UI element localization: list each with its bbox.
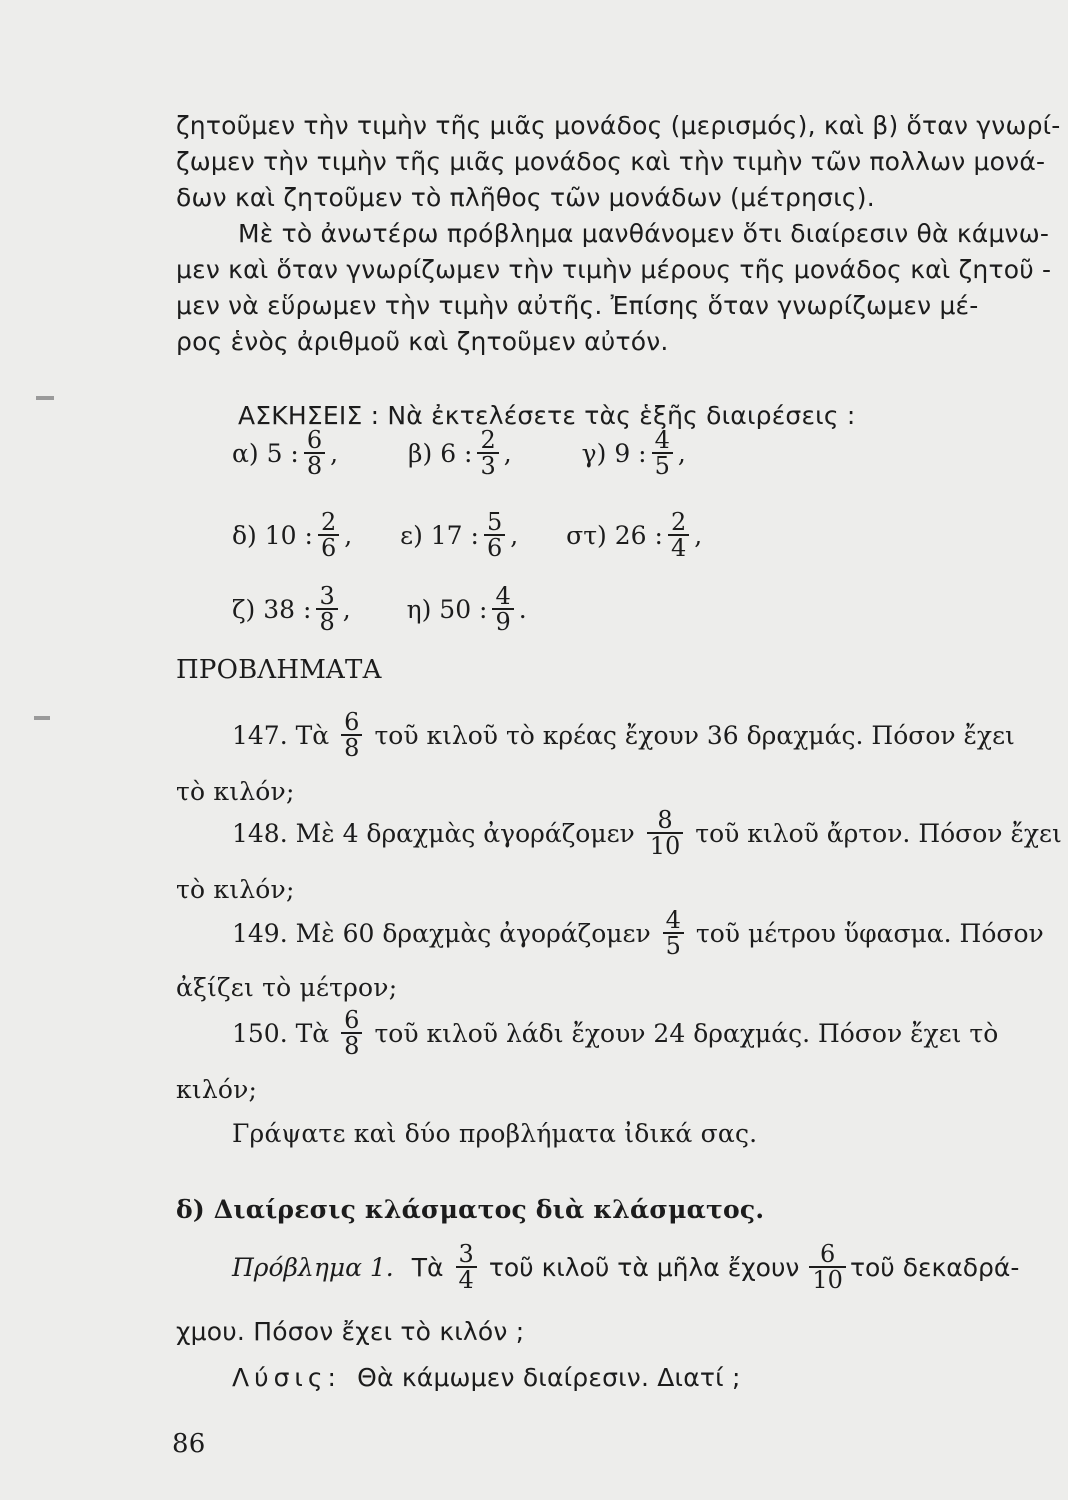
denominator: 4 [456,1266,477,1292]
intro-line-1: ζητοῦμεν τὴν τιμὴν τῆς μιᾶς μονάδος (μερισμός), καὶ β) ὅταν γνωρί- [176,111,1061,140]
numerator: 8 [657,806,673,834]
problem-text: τοῦ μέτρου ὕφασμα. Πόσον [695,918,1044,948]
fraction [341,710,362,760]
solution-text: Θὰ κάμωμεν διαίρεσιν. Διατί ; [357,1363,741,1392]
separator: , [694,520,703,550]
numerator: 4 [665,906,681,934]
exercise-item [232,510,352,560]
problems-heading: ΠΡΟΒΛΗΜΑΤΑ [176,655,382,685]
denominator: 4 [668,534,689,560]
exercise-item [407,584,527,634]
numerator: 6 [820,1240,836,1268]
exercise-label: β) 6 : [408,438,473,468]
denominator: 8 [304,452,325,478]
exercise-row-2 [232,510,702,560]
problem-149 [232,908,1044,958]
exercise-label: ζ) 38 : [232,594,312,624]
intro-line-7: ρος ἑνὸς ἀριθμοῦ καὶ ζητοῦμεν αὐτόν. [176,327,669,356]
fraction [316,584,337,634]
problem-text: τοῦ δεκαδρά- [849,1252,1020,1282]
exercise-label: ε) 17 : [400,520,479,550]
scan-smudge [36,396,54,400]
exercise-item [408,428,512,478]
exercise-label: η) 50 : [406,594,488,624]
section-problem-1 [232,1242,1019,1292]
numerator: 4 [654,426,670,454]
problem-text: 148. Μὲ 4 δραχμὰς ἀγοράζομεν [232,818,635,848]
problem-147-continuation: τὸ κιλόν; [176,777,295,806]
exercise-label: α) 5 : [232,438,299,468]
problem-text: Τὰ [411,1252,444,1282]
numerator: 2 [670,508,687,536]
intro-line-2: ζωμεν τὴν τιμὴν τῆς μιᾶς μονάδος καὶ τὴν τιμὴν τῶν πολλων μονά- [176,147,1046,176]
problems-closing: Γράψατε καὶ δύο προβλήματα ἰδικά σας. [232,1119,758,1148]
exercise-item [232,584,351,634]
problem-text: 150. Τὰ [232,1018,330,1048]
denominator: 8 [341,734,362,760]
section-problem-continuation: χμου. Πόσον ἔχει τὸ κιλόν ; [176,1317,525,1346]
problem-150 [232,1008,998,1058]
fraction [341,1008,362,1058]
problem-148 [232,808,1062,858]
fraction [668,510,689,560]
denominator: 10 [647,832,684,858]
fraction [318,510,339,560]
page-number: 86 [172,1429,206,1459]
exercise-item [232,428,338,478]
solution-line [232,1362,741,1394]
section-heading: δ) Διαίρεσις κλάσματος διὰ κλάσματος. [176,1195,765,1224]
denominator: 5 [652,452,673,478]
problem-label: Πρόβλημα 1. [232,1252,394,1282]
denominator: 5 [663,932,684,958]
numerator: 6 [344,1006,360,1034]
fraction [456,1242,477,1292]
denominator: 6 [484,534,505,560]
denominator: 10 [809,1266,846,1292]
separator: , [342,594,351,624]
fraction [484,510,505,560]
problem-text: τοῦ κιλοῦ ἄρτον. Πόσον ἔχει [695,818,1062,848]
numerator: 3 [319,582,335,610]
exercises-heading: ΑΣΚΗΣΕΙΣ : Νὰ ἐκτελέσετε τὰς ἑξῆς διαιρέσεις : [238,401,856,430]
fraction [647,808,684,858]
problem-149-continuation: ἀξίζει τὸ μέτρον; [176,973,398,1002]
exercise-item [566,510,702,560]
exercise-label: δ) 10 : [232,520,313,550]
separator: , [510,520,519,550]
problem-147 [232,710,1015,760]
denominator: 8 [341,1032,362,1058]
problem-150-continuation: κιλόν; [176,1075,258,1104]
fraction [492,584,513,634]
denominator: 9 [492,608,513,634]
solution-label: Λύσις: [232,1363,341,1392]
exercise-row-1 [232,428,686,478]
problem-text: 147. Τὰ [232,720,330,750]
problem-text: τοῦ κιλοῦ τὸ κρέας ἔχουν 36 δραχμάς. Πόσον ἔχει [374,720,1015,750]
exercise-label: γ) 9 : [581,438,647,468]
numerator: 3 [458,1240,474,1268]
problem-148-continuation: τὸ κιλόν; [176,875,295,904]
numerator: 6 [344,708,360,736]
intro-line-3: δων καὶ ζητοῦμεν τὸ πλῆθος τῶν μονάδων (μέτρησις). [176,183,875,212]
exercise-item [582,428,686,478]
separator: . [518,594,527,624]
fraction [477,428,498,478]
separator: , [677,438,686,468]
intro-line-4: Μὲ τὸ ἀνωτέρω πρόβλημα μανθάνομεν ὅτι διαίρεσιν θὰ κάμνω- [238,219,1050,248]
fraction [304,428,325,478]
denominator: 6 [318,534,339,560]
separator: , [330,438,339,468]
denominator: 8 [316,608,337,634]
intro-line-6: μεν νὰ εὕρωμεν τὴν τιμὴν αὐτῆς. Ἐπίσης ὅταν γνωρίζωμεν μέ- [176,291,979,320]
numerator: 5 [486,508,503,536]
problem-text: 149. Μὲ 60 δραχμὰς ἀγοράζομεν [232,918,651,948]
problem-text: τοῦ κιλοῦ λάδι ἔχουν 24 δραχμάς. Πόσον ἔχει τὸ [374,1018,999,1048]
fraction [809,1242,846,1292]
numerator: 2 [320,508,337,536]
fraction [652,428,673,478]
numerator: 4 [495,582,511,610]
intro-line-5: μεν καὶ ὅταν γνωρίζωμεν τὴν τιμὴν μέρους τῆς μονάδος καὶ ζητοῦ - [176,255,1052,284]
numerator: 2 [480,426,496,454]
exercise-row-3 [232,584,527,634]
problem-text: τοῦ κιλοῦ τὰ μῆλα ἔχουν [488,1252,800,1282]
separator: , [344,520,353,550]
fraction [663,908,684,958]
separator: , [503,438,512,468]
exercise-label: στ) 26 : [566,520,663,550]
numerator: 6 [306,426,323,454]
exercise-item [400,510,518,560]
denominator: 3 [477,452,498,478]
scan-smudge [34,716,50,720]
